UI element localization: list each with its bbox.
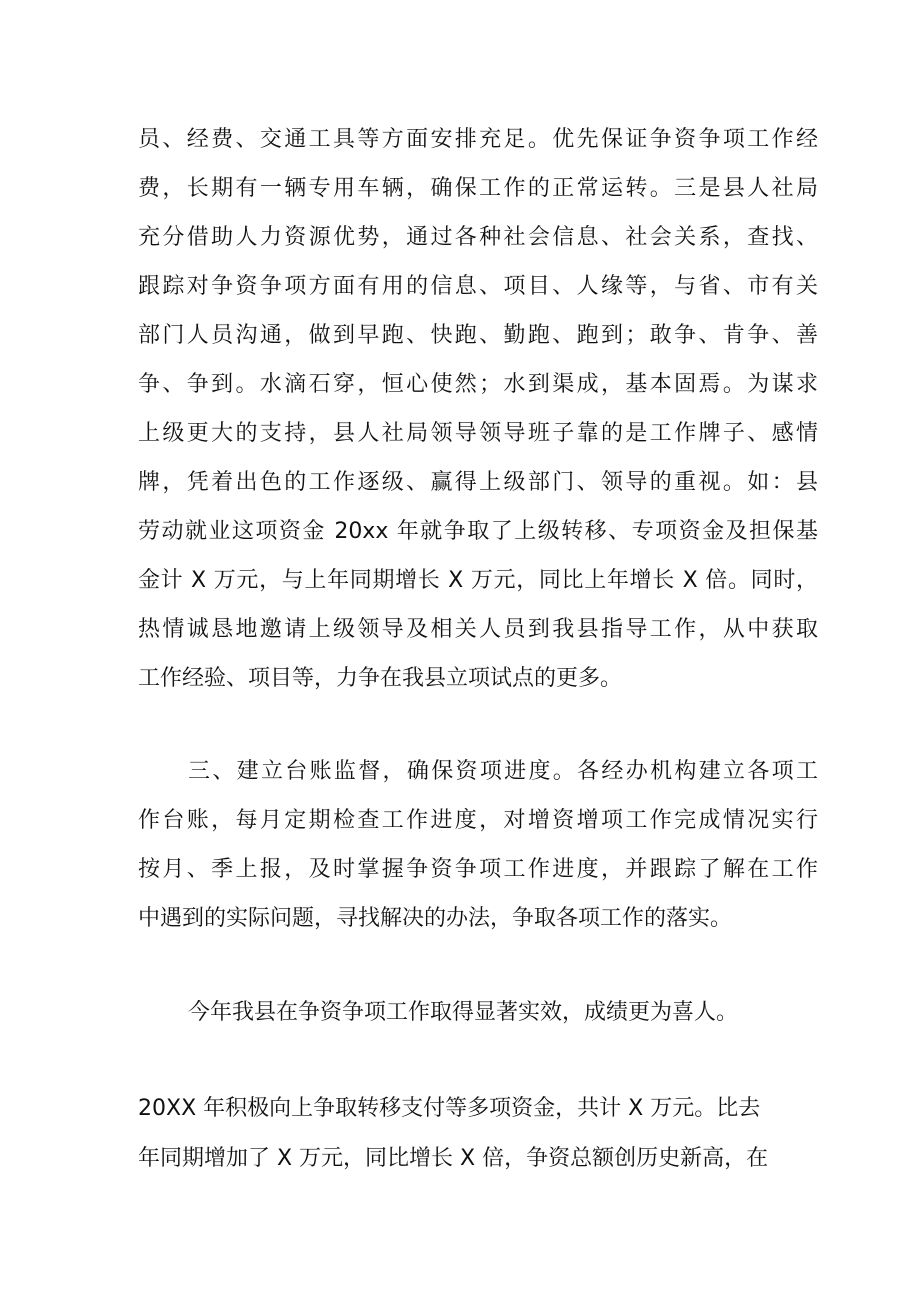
text-line: 充分借助人力资源优势，通过各种社会信息、社会关系，查找、 [138,225,818,250]
text-line: 部门人员沟通，做到早跑、快跑、勤跑、跑到；敢争、肯争、善 [138,323,818,348]
text-line: 争、争到。水滴石穿，恒心使然；水到渠成，基本固焉。为谋求 [138,372,818,397]
text-line: 三、建立台账监督，确保资项进度。各经办机构建立各项工 [188,759,818,784]
text-line: 热情诚恳地邀请上级领导及相关人员到我县指导工作，从中获取 [138,617,818,642]
text-line: 作台账，每月定期检查工作进度，对增资增项工作完成情况实行 [138,808,818,833]
text-line: 上级更大的支持，县人社局领导领导班子靠的是工作牌子、感情 [138,421,818,446]
text-line: 20XX 年积极向上争取转移支付等多项资金，共计 X 万元。比去 [138,1096,761,1121]
text-line: 牌，凭着出色的工作逐级、赢得上级部门、领导的重视。如：县 [138,470,818,495]
text-line: 金计 X 万元，与上年同期增长 X 万元，同比上年增长 X 倍。同时， [138,568,818,593]
text-line: 劳动就业这项资金 20xx 年就争取了上级转移、专项资金及担保基 [138,519,818,544]
text-line: 按月、季上报，及时掌握争资争项工作进度，并跟踪了解在工作 [138,857,818,882]
text-line: 中遇到的实际问题，寻找解决的办法，争取各项工作的落实。 [138,906,733,931]
text-line: 员、经费、交通工具等方面安排充足。优先保证争资争项工作经 [138,127,818,152]
text-line: 费，长期有一辆专用车辆，确保工作的正常运转。三是县人社局 [138,176,818,201]
text-line: 跟踪对争资争项方面有用的信息、项目、人缘等，与省、市有关 [138,274,818,299]
text-line: 工作经验、项目等，力争在我县立项试点的更多。 [138,666,623,691]
text-line: 今年我县在争资争项工作取得显著实效，成绩更为喜人。 [188,1000,739,1025]
text-line: 年同期增加了 X 万元，同比增长 X 倍，争资总额创历史新高，在 [138,1146,769,1171]
